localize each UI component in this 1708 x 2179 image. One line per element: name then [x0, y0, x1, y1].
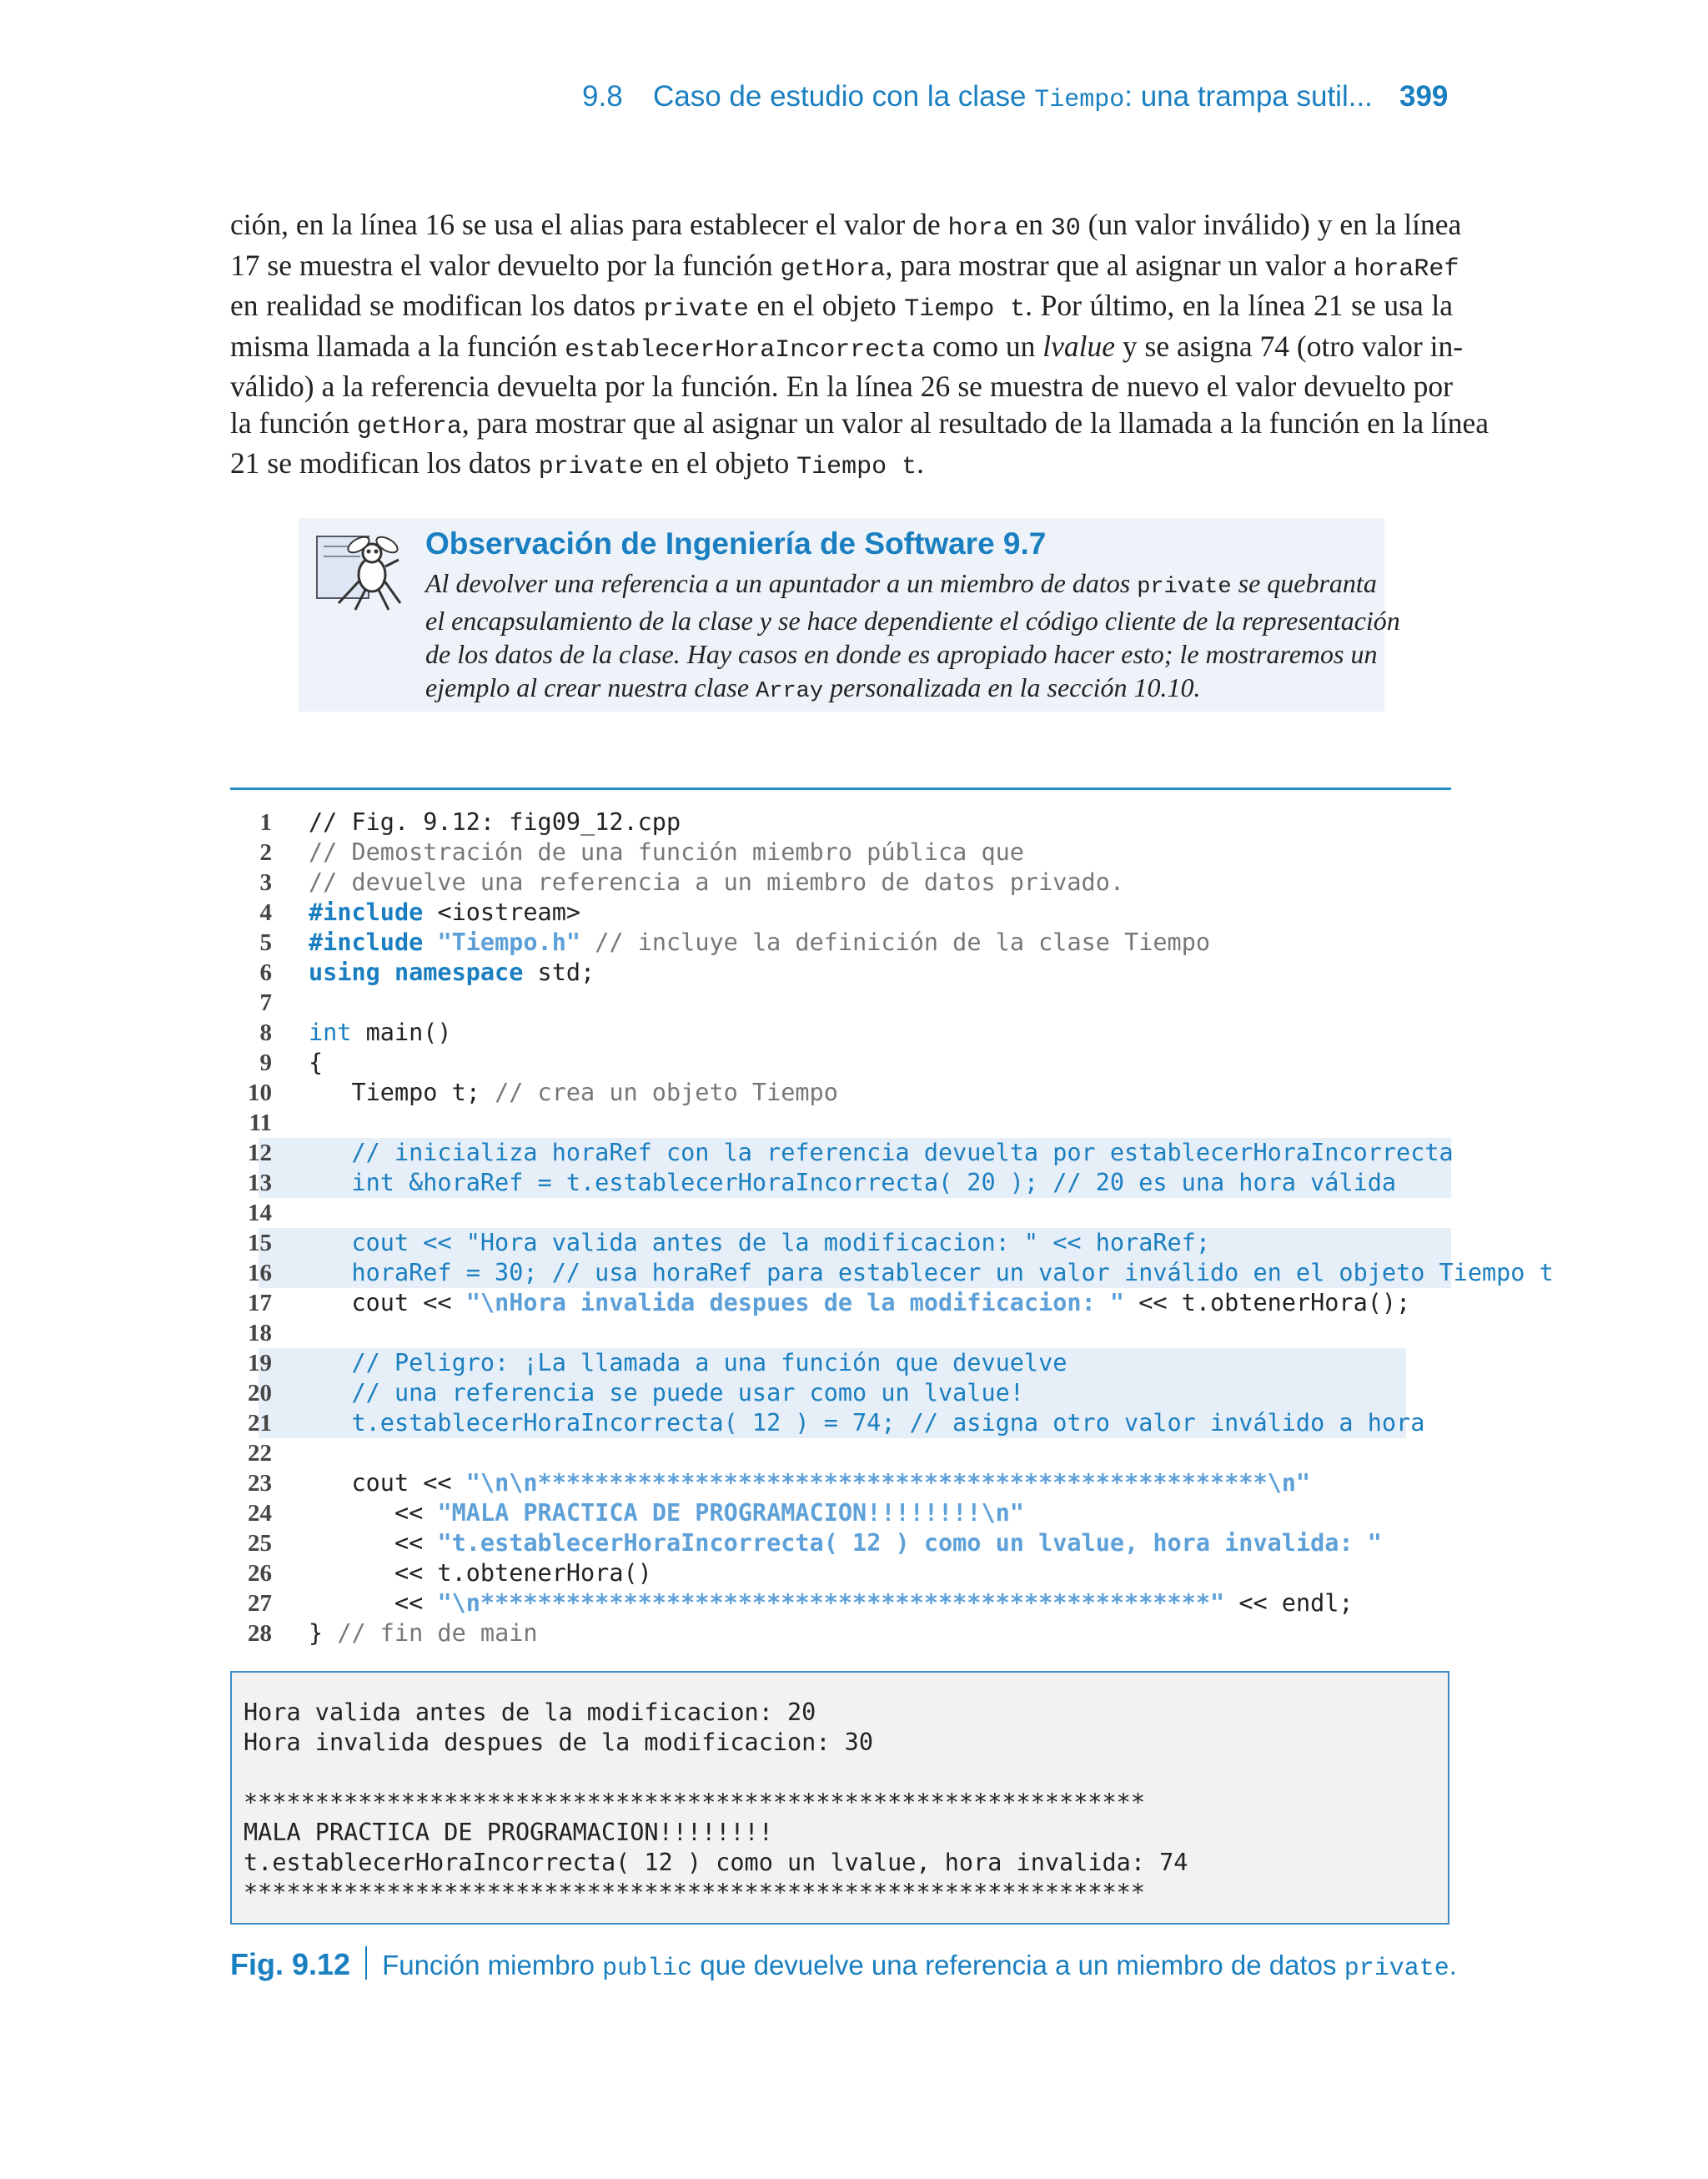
- code-token: "\nHora invalida despues de la modificacion: ": [465, 1289, 1125, 1316]
- text-line: [425, 566, 1377, 604]
- code-text: [309, 1048, 323, 1078]
- text-line: [230, 405, 1489, 446]
- text-run: ejemplo al crear nuestra clase: [425, 672, 756, 702]
- text-line: [425, 604, 1400, 637]
- caption-run: que devuelve una referencia a un miembro de datos: [692, 1950, 1344, 1980]
- line-number: 9: [259, 1049, 272, 1076]
- code-token: main(): [351, 1019, 452, 1046]
- code-text: [309, 1618, 538, 1648]
- output-text: [244, 1698, 1188, 1908]
- text-line: [230, 445, 1453, 486]
- code-token: <<: [309, 1499, 438, 1527]
- code-text: [309, 868, 1124, 898]
- code-line: [230, 1258, 1554, 1288]
- section-title-after: : una trampa sutil...: [1124, 80, 1373, 113]
- code-line: [230, 1168, 1456, 1198]
- code-text: [309, 1348, 1067, 1378]
- code-token: "MALA PRACTICA DE PROGRAMACION!!!!!!!!\n": [437, 1499, 1024, 1527]
- code-token: cout <<: [309, 1289, 466, 1316]
- code-token: [580, 928, 595, 956]
- inline-code: Tiempo t: [796, 453, 917, 481]
- inline-code: establecerHoraIncorrecta: [565, 335, 926, 365]
- code-line: [230, 1288, 1456, 1318]
- code-text: [309, 1288, 1410, 1318]
- text-run: el encapsulamiento de la clase y se hace dependiente el código cliente de la representación: [425, 606, 1400, 636]
- code-line: [230, 958, 1456, 988]
- code-line: [230, 868, 1456, 898]
- code-token: << t.obtenerHora();: [1124, 1289, 1411, 1316]
- code-line: [230, 1108, 1456, 1138]
- line-number: 16: [248, 1260, 272, 1286]
- text-run: 21 se modifican los datos: [230, 446, 539, 480]
- inline-code: Tiempo t: [904, 295, 1026, 324]
- code-line: [230, 1048, 1456, 1078]
- text-line: [230, 248, 1459, 289]
- text-run: misma llamada a la función: [230, 329, 565, 363]
- code-line: [230, 1078, 1456, 1108]
- line-number: 12: [248, 1140, 272, 1166]
- code-line: [230, 838, 1456, 868]
- code-token: std;: [523, 959, 595, 986]
- code-token: <iostream>: [423, 898, 581, 926]
- line-number: 13: [248, 1170, 272, 1196]
- line-number: 11: [249, 1110, 272, 1136]
- code-line: [230, 1528, 1456, 1558]
- code-text: [309, 928, 1210, 958]
- figure-top-rule: [230, 788, 1451, 790]
- code-token: // incluye la definición de la clase Tiempo: [595, 928, 1211, 956]
- code-token: "\n\n***************************************************\n": [465, 1469, 1311, 1497]
- code-text: [309, 1228, 1210, 1258]
- section-title: [653, 80, 1373, 114]
- line-number: 10: [248, 1079, 272, 1106]
- line-number: 20: [248, 1380, 272, 1407]
- line-number: 23: [248, 1470, 272, 1497]
- code-text: [309, 1378, 1024, 1408]
- code-token: #include: [309, 928, 424, 956]
- code-token: // una referencia se puede usar como un lvalue!: [309, 1379, 1024, 1407]
- code-token: "Tiempo.h": [437, 928, 581, 956]
- program-output: [230, 1671, 1449, 1925]
- code-line: [230, 1588, 1456, 1618]
- code-token: Tiempo t;: [309, 1079, 495, 1106]
- text-run: se quebranta: [1231, 568, 1377, 598]
- running-header: [0, 80, 1451, 122]
- text-line: [230, 288, 1453, 329]
- line-number: 5: [259, 929, 272, 956]
- caption-run: .: [1449, 1950, 1457, 1980]
- code-line: [230, 1498, 1456, 1528]
- code-line: [230, 928, 1456, 958]
- code-token: "\n***************************************************": [437, 1589, 1225, 1617]
- code-text: [309, 1018, 452, 1048]
- code-text: [309, 898, 580, 928]
- code-token: int: [309, 1019, 352, 1046]
- code-text: [309, 1528, 1382, 1558]
- caption-text: [382, 1950, 1457, 1983]
- code-listing: [230, 808, 1554, 1648]
- code-text: [309, 1468, 1310, 1498]
- code-text: [309, 1408, 1424, 1438]
- line-number: 26: [248, 1560, 272, 1587]
- code-line: [230, 1408, 1456, 1438]
- code-token: {: [309, 1049, 324, 1076]
- figure-caption: [230, 1946, 1457, 1988]
- text-run: y se asigna 74 (otro valor in-: [1115, 329, 1464, 363]
- line-number: 1: [259, 809, 272, 836]
- inline-code: private: [538, 453, 644, 481]
- output-line: [244, 1758, 1188, 1788]
- inline-code: getHora: [780, 254, 886, 284]
- section-title-code: Tiempo: [1034, 86, 1125, 114]
- text-run: válido) a la referencia devuelta por la función. En la línea 26 se muestra de nuevo el valor devuelto por: [230, 370, 1453, 403]
- inline-code: hora: [947, 214, 1008, 243]
- output-line: Hora valida antes de la modificacion: 20: [244, 1698, 816, 1726]
- inline-code: private: [1344, 1955, 1449, 1983]
- code-text: [309, 1558, 652, 1588]
- text-run: en el objeto: [643, 446, 797, 480]
- code-line: [230, 1618, 1456, 1648]
- code-line: [230, 988, 1456, 1018]
- line-number: 18: [248, 1320, 272, 1346]
- code-line: [230, 808, 1456, 838]
- line-number: 27: [248, 1590, 272, 1617]
- line-number: 19: [248, 1350, 272, 1376]
- text-run: de los datos de la clase. Hay casos en donde es apropiado hacer esto; le mostraremos un: [425, 639, 1378, 669]
- line-number: 2: [259, 839, 272, 866]
- text-run: personalizada en la sección 10.10.: [823, 672, 1201, 702]
- code-line: [230, 1018, 1456, 1048]
- text-line: [425, 671, 1344, 708]
- code-token: // Fig. 9.12: fig09_12.cpp: [309, 808, 681, 836]
- code-token: #include: [309, 898, 424, 926]
- output-line: t.establecerHoraIncorrecta( 12 ) como un lvalue, hora invalida: 74: [244, 1849, 1188, 1876]
- line-number: 6: [259, 959, 272, 986]
- code-line: [230, 1228, 1456, 1258]
- code-token: horaRef = 30; // usa horaRef para establecer un valor inválido en el objeto Tiempo t: [309, 1259, 1554, 1286]
- code-text: [309, 1258, 1554, 1288]
- text-run: la función: [230, 405, 357, 440]
- inline-code: private: [1137, 575, 1232, 600]
- code-token: }: [309, 1619, 338, 1647]
- text-run: como un: [925, 329, 1043, 363]
- code-line: [230, 1348, 1456, 1378]
- code-text: [309, 1138, 1454, 1168]
- text-run: , para mostrar que al asignar un valor a: [885, 248, 1354, 282]
- text-line: [230, 369, 1453, 405]
- code-text: [309, 838, 1024, 868]
- inline-code: Array: [756, 679, 824, 704]
- code-line: [230, 898, 1456, 928]
- line-number: 25: [248, 1530, 272, 1557]
- line-number: 22: [248, 1440, 272, 1467]
- page-number: 399: [1399, 80, 1449, 113]
- text-line: [425, 637, 1378, 671]
- text-run: en: [1007, 208, 1051, 241]
- text-run: 17 se muestra el valor devuelto por la función: [230, 248, 781, 282]
- code-line: [230, 1438, 1456, 1468]
- section-title-before: Caso de estudio con la clase: [653, 80, 1035, 113]
- code-token: // fin de main: [337, 1619, 538, 1647]
- section-number: 9.8: [582, 80, 623, 113]
- code-token: // crea un objeto Tiempo: [495, 1079, 838, 1106]
- body-paragraph: [230, 207, 1489, 486]
- line-number: 15: [248, 1230, 272, 1256]
- code-token: "t.establecerHoraIncorrecta( 12 ) como un lvalue, hora invalida: ": [437, 1529, 1382, 1557]
- text-line: [230, 329, 1464, 370]
- code-text: [309, 1588, 1354, 1618]
- code-token: t.establecerHoraIncorrecta( 12 ) = 74; // asigna otro valor inválido a hora: [309, 1409, 1425, 1437]
- caption-run: Función miembro: [382, 1950, 603, 1980]
- figure-label: Fig. 9.12: [230, 1947, 351, 1981]
- text-run: lvalue: [1042, 329, 1116, 363]
- line-number: 8: [259, 1019, 272, 1046]
- output-line: MALA PRACTICA DE PROGRAMACION!!!!!!!!: [244, 1819, 773, 1846]
- output-line: ***************************************************************: [244, 1789, 1145, 1816]
- output-line: Hora invalida despues de la modificacion: 30: [244, 1729, 873, 1756]
- text-run: en el objeto: [748, 289, 905, 322]
- text-run: Al devolver una referencia a un apuntador a un miembro de datos: [425, 568, 1138, 598]
- caption-separator: [365, 1946, 367, 1980]
- code-text: [309, 1498, 1024, 1528]
- code-token: cout << "Hora valida antes de la modificacion: " << horaRef;: [309, 1229, 1210, 1256]
- code-text: [309, 958, 595, 988]
- code-token: cout <<: [309, 1469, 466, 1497]
- code-token: <<: [309, 1529, 438, 1557]
- code-line: [230, 1138, 1456, 1168]
- text-line: [230, 207, 1462, 248]
- code-token: << t.obtenerHora(): [309, 1559, 652, 1587]
- code-line: [230, 1468, 1456, 1498]
- observation-title: Observación de Ingeniería de Software 9.7: [425, 526, 1047, 561]
- text-run: (un valor inválido) y en la línea: [1080, 208, 1462, 241]
- text-run: , para mostrar que al asignar un valor al resultado de la llamada a la función en la línea: [461, 405, 1489, 440]
- inline-code: private: [643, 295, 749, 324]
- code-line: [230, 1378, 1456, 1408]
- output-line: ***************************************************************: [244, 1879, 1145, 1906]
- line-number: 3: [259, 869, 272, 896]
- text-run: en realidad se modifican los datos: [230, 289, 644, 322]
- inline-code: getHora: [356, 412, 462, 441]
- code-text: [309, 1168, 1396, 1198]
- inline-code: 30: [1050, 214, 1081, 243]
- line-number: 21: [248, 1410, 272, 1437]
- inline-code: horaRef: [1354, 254, 1459, 284]
- code-token: <<: [309, 1589, 438, 1617]
- line-number: 7: [259, 989, 272, 1016]
- bug-mascot-icon: [314, 530, 404, 613]
- code-token: // inicializa horaRef con la referencia devuelta por establecerHoraIncorrecta: [309, 1139, 1454, 1166]
- code-token: // devuelve una referencia a un miembro de datos privado.: [309, 868, 1125, 896]
- line-number: 4: [259, 899, 272, 926]
- code-token: [423, 928, 437, 956]
- code-line: [230, 1558, 1456, 1588]
- code-text: [309, 1078, 838, 1108]
- line-number: 14: [248, 1200, 272, 1226]
- text-run: ción, en la línea 16 se usa el alias para establecer el valor de: [230, 208, 948, 241]
- code-line: [230, 1318, 1456, 1348]
- code-token: << endl;: [1224, 1589, 1354, 1617]
- code-token: // Peligro: ¡La llamada a una función que devuelve: [309, 1349, 1068, 1376]
- line-number: 17: [248, 1290, 272, 1316]
- software-engineering-observation: [299, 518, 1400, 712]
- code-token: int &horaRef = t.establecerHoraIncorrecta( 20 ); // 20 es una hora válida: [309, 1169, 1397, 1196]
- code-token: using namespace: [309, 959, 524, 986]
- code-text: [309, 808, 681, 838]
- code-token: // Demostración de una función miembro pública que: [309, 838, 1024, 866]
- line-number: 24: [248, 1500, 272, 1527]
- observation-text: [425, 566, 1400, 708]
- text-run: . Por último, en la línea 21 se usa la: [1025, 289, 1454, 322]
- line-number: 28: [248, 1620, 272, 1647]
- code-line: [230, 1198, 1456, 1228]
- inline-code: public: [602, 1955, 693, 1983]
- text-run: .: [917, 446, 925, 480]
